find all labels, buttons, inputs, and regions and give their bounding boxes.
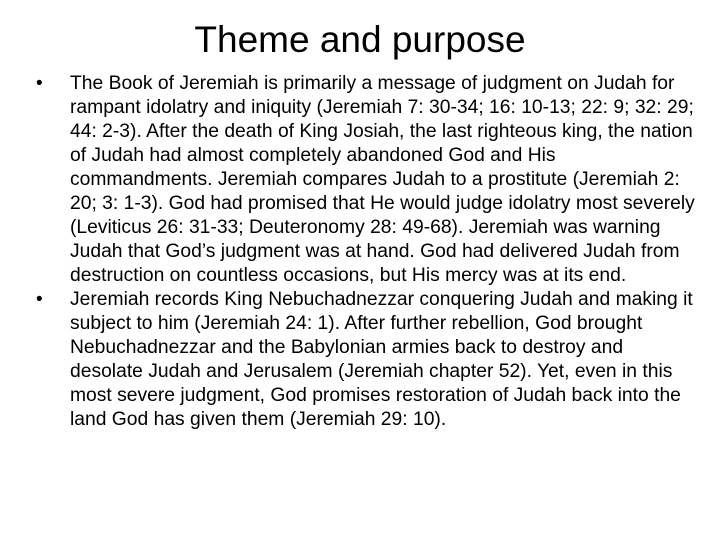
bullet-text: Jeremiah records King Nebuchadnezzar conquering Judah and making it subject to him (Jeremiah 24: 1). After further rebellion, God brought Nebuchadnezzar and the Babylonian armies back to destroy and desolate Judah and Jerusalem (Jeremiah chapter 52). Yet, even in this most severe judgment, God promises restoration of Judah back into the land God has given them (Jeremiah 29: 10). bbox=[70, 289, 693, 430]
bullet-list bbox=[36, 72, 700, 432]
bullet-item-restoration bbox=[36, 288, 700, 432]
slide-title: Theme and purpose bbox=[194, 19, 526, 60]
bullet-text: The Book of Jeremiah is primarily a message of judgment on Judah for rampant idolatry and iniquity (Jeremiah 7: 30-34; 16: 10-13; 22: 9; 32: 29; 44: 2-3). After the death of King Josiah, the last righteous king, the nation of Judah had almost completely abandoned God and His commandments. Jeremiah compares Judah to a prostitute (Jeremiah 2: 20; 3: 1-3). God had promised that He would judge idolatry most severely (Leviticus 26: 31-33; Deuteronomy 28: 49-68). Jeremiah was warning Judah that God’s judgment was at hand. God had delivered Judah from destruction on countless occasions, but His mercy was at its end. bbox=[70, 73, 695, 286]
bullet-marker: • bbox=[36, 289, 43, 310]
bullet-marker: • bbox=[36, 73, 43, 94]
bullet-item-judgment bbox=[36, 72, 700, 288]
